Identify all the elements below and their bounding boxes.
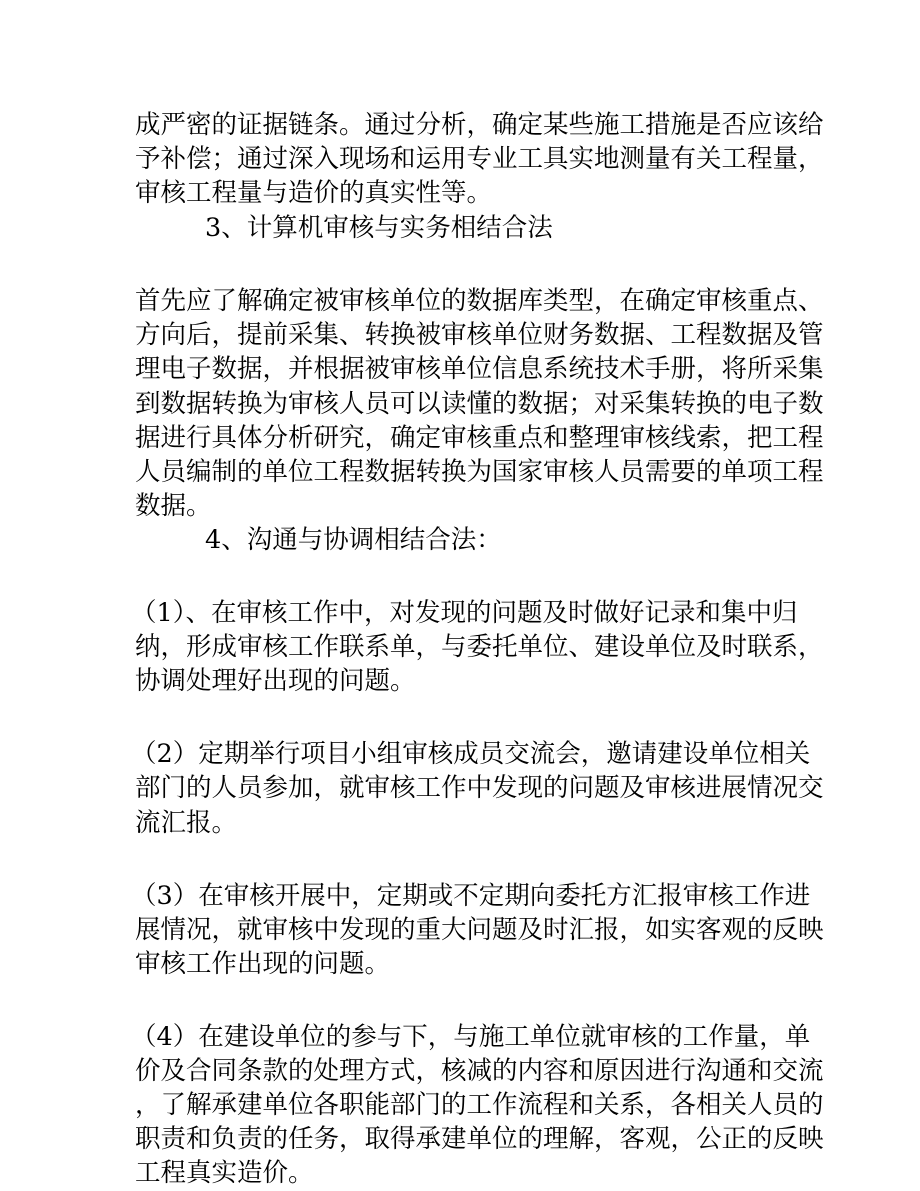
text-line: 审核工作出现的问题。 [135, 949, 391, 979]
section-heading-4: 4、沟通与协调相结合法： [205, 525, 502, 555]
text-line: 数据。 [135, 491, 212, 521]
section-heading-3: 3、计算机审核与实务相结合法 [205, 213, 553, 243]
text-line: 价及合同条款的处理方式，核减的内容和原因进行沟通和交流 [135, 1056, 824, 1086]
text-line: （1）、在审核工作中，对发现的问题及时做好记录和集中归 [131, 598, 798, 628]
text-line: 到数据转换为审核人员可以读懂的数据；对采集转换的电子数 [135, 389, 824, 419]
text-line: 协调处理好出现的问题。 [135, 666, 416, 696]
text-line: ，了解承建单位各职能部门的工作流程和关系，各相关人员的 [135, 1090, 824, 1120]
text-line: 部门的人员参加，就审核工作中发现的问题及审核进展情况交 [135, 773, 824, 803]
text-line: （2）定期举行项目小组审核成员交流会，邀请建设单位相关 [131, 739, 811, 769]
text-line: 工程真实造价。 [135, 1158, 314, 1188]
text-line: 人员编制的单位工程数据转换为国家审核人员需要的单项工程 [135, 457, 824, 487]
text-line: 首先应了解确定被审核单位的数据库类型，在确定审核重点、 [135, 286, 824, 316]
text-line: 成严密的证据链条。通过分析，确定某些施工措施是否应该给 [135, 110, 824, 140]
text-line: 据进行具体分析研究，确定审核重点和整理审核线索，把工程 [135, 423, 824, 453]
text-line: （3）在审核开展中，定期或不定期向委托方汇报审核工作进 [131, 881, 811, 911]
text-line: 展情况，就审核中发现的重大问题及时汇报，如实客观的反映 [135, 915, 824, 945]
text-line: 职责和负责的任务，取得承建单位的理解，客观，公正的反映 [135, 1124, 824, 1154]
text-line: （4）在建设单位的参与下，与施工单位就审核的工作量，单 [131, 1022, 811, 1052]
text-line: 流汇报。 [135, 808, 238, 838]
text-line: 予补偿；通过深入现场和运用专业工具实地测量有关工程量， [135, 144, 824, 174]
text-line: 纳，形成审核工作联系单，与委托单位、建设单位及时联系， [135, 632, 824, 662]
text-line: 审核工程量与造价的真实性等。 [135, 178, 493, 208]
text-line: 方向后，提前采集、转换被审核单位财务数据、工程数据及管 [135, 320, 824, 350]
text-line: 理电子数据，并根据被审核单位信息系统技术手册，将所采集 [135, 354, 824, 384]
